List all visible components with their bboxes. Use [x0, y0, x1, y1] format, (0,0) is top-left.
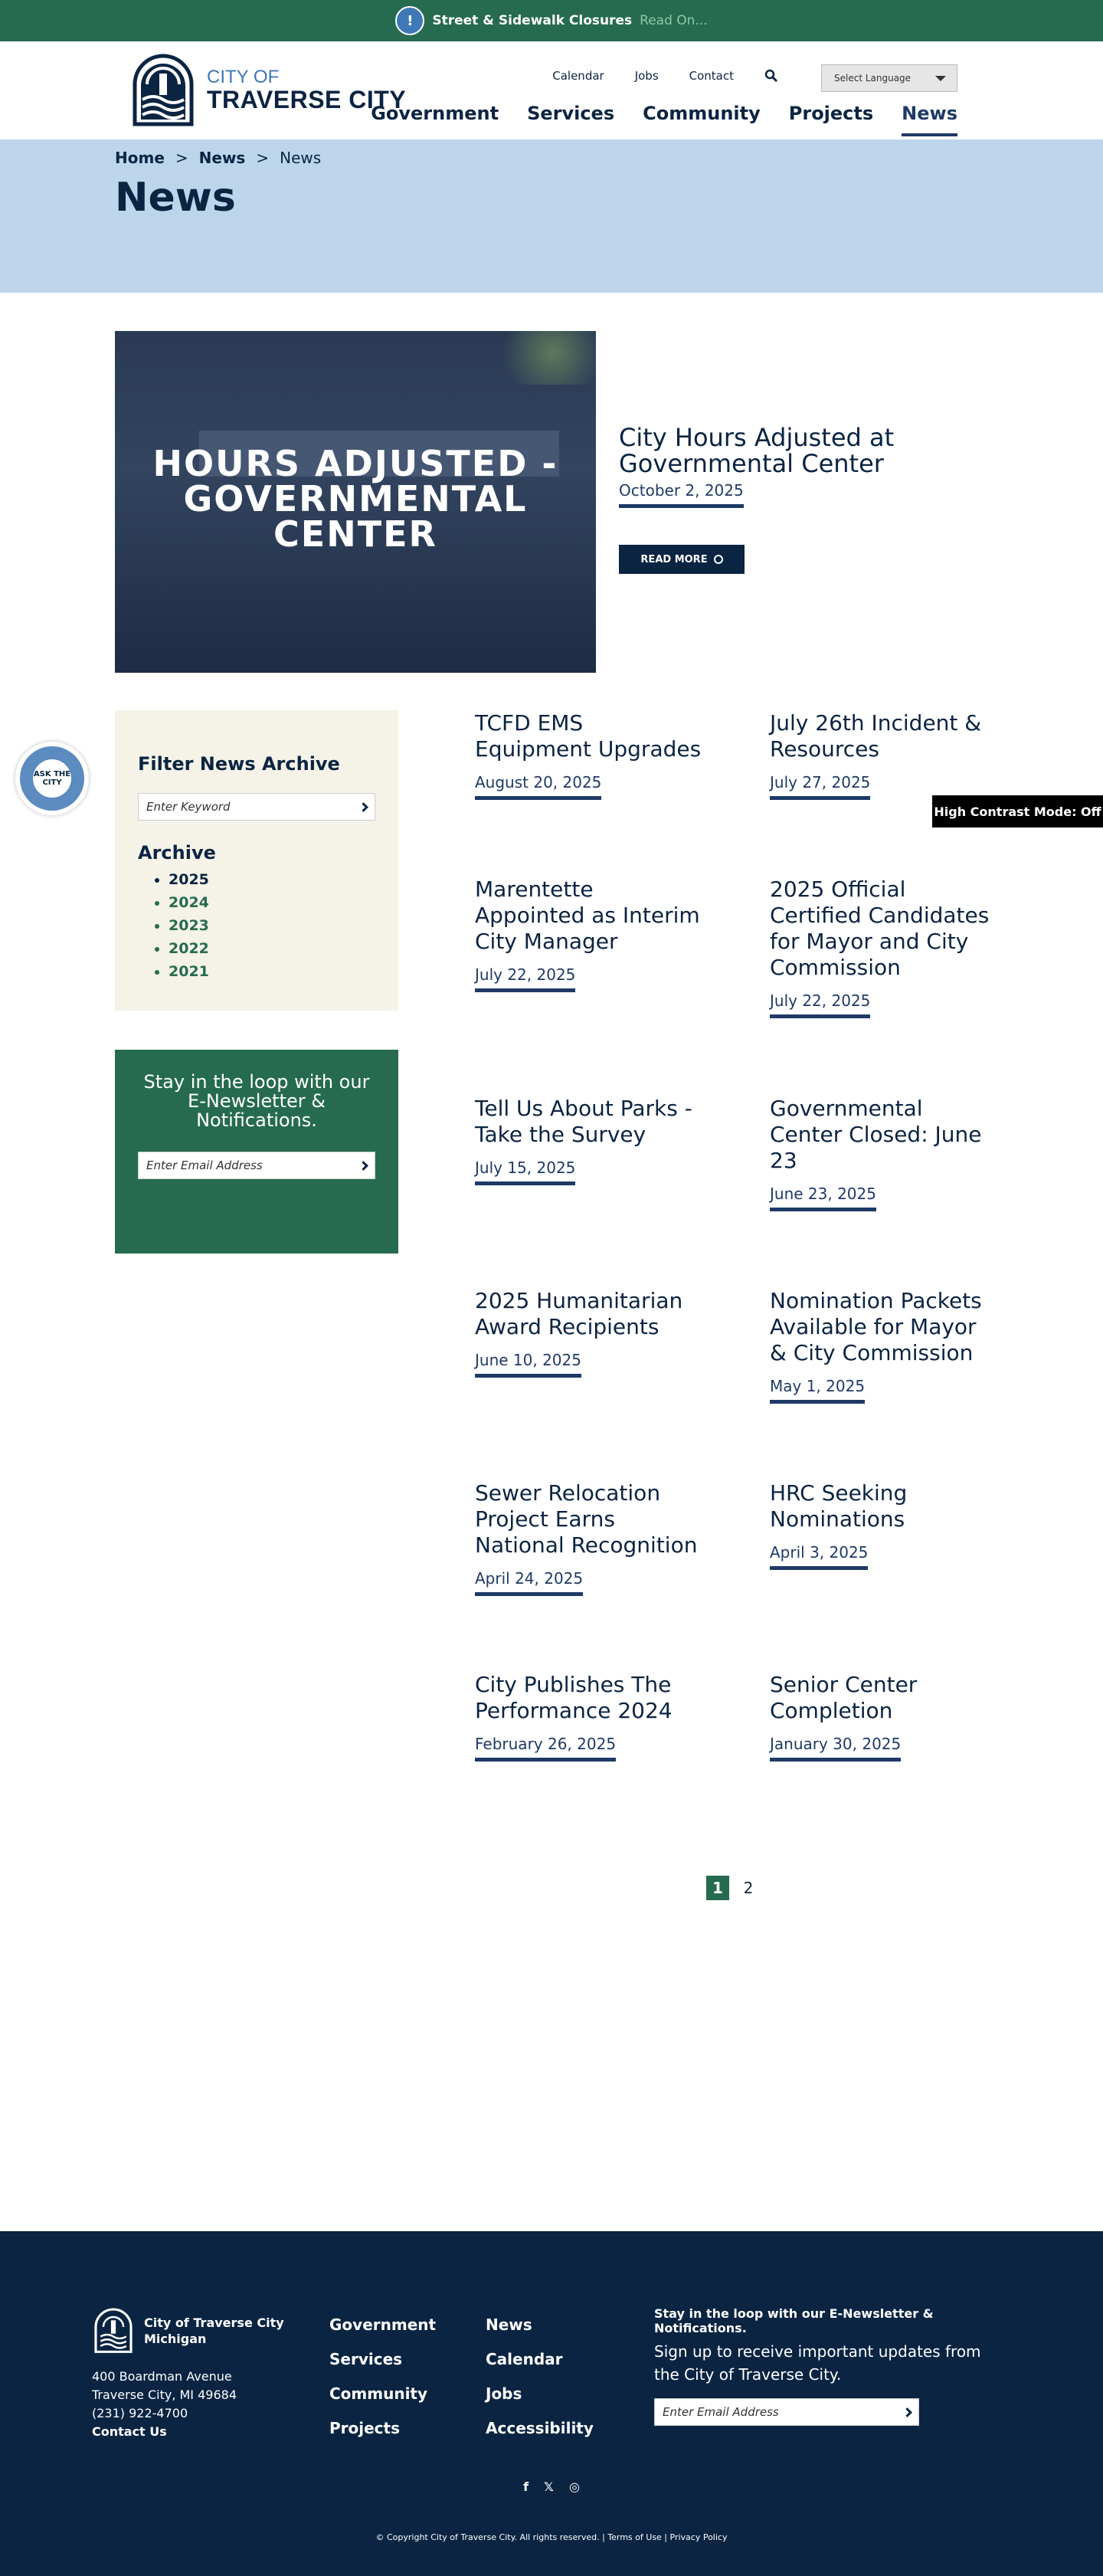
- news-date: July 15, 2025: [475, 1159, 575, 1185]
- news-item: [475, 710, 705, 800]
- news-date: April 3, 2025: [770, 1543, 868, 1570]
- featured-news: [0, 293, 1103, 710]
- news-title[interactable]: July 26th Incident & Resources: [770, 710, 982, 762]
- breadcrumb-news[interactable]: News: [198, 149, 246, 167]
- footer-newsletter-title: Stay in the loop with our E-Newsletter & Notifications.: [654, 2306, 934, 2335]
- footer-link-calendar[interactable]: Calendar: [486, 2350, 563, 2368]
- footer-state: Michigan: [144, 2332, 207, 2346]
- chevron-right-icon[interactable]: [902, 2407, 912, 2417]
- alert-read-on-link[interactable]: Read On...: [640, 13, 708, 28]
- footer-link-news[interactable]: News: [486, 2315, 532, 2334]
- footer-nav-col-1: [329, 2308, 436, 2446]
- email-field[interactable]: [138, 1152, 375, 1179]
- footer-city-name: City of Traverse City: [144, 2315, 284, 2330]
- logo-text-big: TRAVERSE CITY: [207, 86, 407, 113]
- alert-text[interactable]: Street & Sidewalk Closures: [432, 13, 633, 28]
- footer-link-accessibility[interactable]: Accessibility: [486, 2419, 594, 2437]
- chevron-right-icon[interactable]: [358, 802, 368, 812]
- site-logo[interactable]: [129, 54, 406, 127]
- news-date: August 20, 2025: [475, 773, 601, 800]
- featured-info: [619, 424, 941, 574]
- keyword-input[interactable]: [138, 793, 375, 821]
- news-title[interactable]: 2025 Official Certified Candidates for Mayor and City Commission: [770, 877, 990, 980]
- news-date: July 22, 2025: [770, 991, 870, 1018]
- news-date: July 27, 2025: [770, 773, 870, 800]
- news-title[interactable]: Tell Us About Parks - Take the Survey: [475, 1096, 692, 1147]
- social-links: [0, 2479, 1103, 2494]
- news-date: April 24, 2025: [475, 1569, 583, 1596]
- footer-logo[interactable]: [92, 2308, 284, 2354]
- featured-image-tree: [489, 331, 596, 385]
- footer-address-line: 400 Boardman Avenue: [92, 2369, 232, 2384]
- city-logo-icon: [92, 2308, 135, 2354]
- archive-title: Archive: [138, 842, 216, 864]
- newsletter-signup: [115, 1050, 398, 1254]
- news-item: [770, 1096, 1000, 1211]
- logo-text-small: CITY OF: [207, 67, 280, 87]
- facebook-icon[interactable]: f: [523, 2479, 529, 2494]
- featured-title[interactable]: City Hours Adjusted at Governmental Center: [619, 423, 895, 478]
- city-logo-icon: [129, 54, 198, 127]
- page-1-link[interactable]: 1: [706, 1876, 729, 1900]
- nav-projects[interactable]: Projects: [788, 103, 874, 124]
- news-item: [475, 1096, 705, 1185]
- news-title[interactable]: Sewer Relocation Project Earns National Recognition: [475, 1480, 698, 1558]
- filter-title: Filter News Archive: [138, 753, 340, 775]
- nav-news[interactable]: News: [902, 103, 957, 136]
- utility-nav: [552, 69, 778, 83]
- news-date: June 23, 2025: [770, 1185, 876, 1211]
- read-more-button[interactable]: [619, 545, 745, 574]
- footer-link-projects[interactable]: Projects: [329, 2419, 401, 2437]
- nav-government[interactable]: Government: [371, 103, 499, 124]
- footer-address-line: Traverse City, MI 49684: [92, 2388, 237, 2402]
- footer-link-services[interactable]: Services: [329, 2350, 403, 2368]
- featured-image[interactable]: [115, 331, 596, 673]
- util-nav-contact[interactable]: Contact: [689, 69, 734, 83]
- news-item: [770, 1288, 1000, 1404]
- copyright: © Copyright City of Traverse City. All rights reserved. | Terms of Use | Privacy Policy: [375, 2532, 728, 2542]
- news-date: July 22, 2025: [475, 965, 575, 992]
- featured-date: October 2, 2025: [619, 481, 744, 508]
- alert-icon: !: [395, 6, 424, 35]
- news-item: [770, 1480, 1000, 1570]
- news-title[interactable]: HRC Seeking Nominations: [770, 1480, 908, 1532]
- nav-services[interactable]: Services: [527, 103, 615, 124]
- filter-sidebar: [115, 710, 398, 1011]
- news-title[interactable]: Nomination Packets Available for Mayor & City Commission: [770, 1288, 982, 1365]
- site-footer: [0, 2231, 1103, 2576]
- archive-year-2024[interactable]: • 2024: [169, 891, 375, 914]
- news-date: May 1, 2025: [770, 1377, 865, 1404]
- search-icon[interactable]: [764, 69, 778, 83]
- language-select[interactable]: [821, 64, 957, 92]
- instagram-icon[interactable]: ◎: [568, 2479, 580, 2494]
- breadcrumb: [115, 149, 1103, 167]
- footer-phone[interactable]: (231) 922-4700: [92, 2406, 188, 2420]
- site-header: [0, 41, 1103, 139]
- archive-year-2021[interactable]: • 2021: [169, 960, 375, 983]
- main-nav: [371, 103, 957, 136]
- breadcrumb-current: News: [280, 149, 322, 167]
- chevron-down-icon: [935, 76, 946, 81]
- archive-list: [169, 868, 375, 983]
- news-item: [770, 710, 1000, 800]
- footer-newsletter-subtitle: Sign up to receive important updates from the City of Traverse City.: [654, 2342, 981, 2384]
- page-hero: [0, 139, 1103, 293]
- page-title: News: [115, 175, 236, 221]
- email-placeholder: Enter Email Address: [146, 1159, 263, 1172]
- alert-bar: [0, 0, 1103, 41]
- news-title[interactable]: Senior Center Completion: [770, 1672, 918, 1723]
- high-contrast-toggle[interactable]: High Contrast Mode: Off: [932, 795, 1103, 828]
- archive-year-2023[interactable]: • 2023: [169, 914, 375, 937]
- featured-image-text: HOURS ADJUSTED - GOVERNMENTAL CENTER: [152, 443, 558, 555]
- keyword-placeholder: Enter Keyword: [146, 800, 231, 814]
- newsletter-title: Stay in the loop with our E-Newsletter & Notifications.: [143, 1071, 370, 1131]
- page-2-link[interactable]: 2: [743, 1879, 754, 1897]
- news-item: [475, 1288, 705, 1378]
- news-title[interactable]: Marentette Appointed as Interim City Manager: [475, 877, 700, 954]
- news-title[interactable]: City Publishes The Performance 2024: [475, 1672, 673, 1723]
- news-date: February 26, 2025: [475, 1735, 616, 1762]
- news-item: [475, 1480, 705, 1596]
- news-content: [0, 710, 1103, 2231]
- footer-link-jobs[interactable]: Jobs: [486, 2384, 522, 2403]
- x-twitter-icon[interactable]: 𝕏: [544, 2479, 554, 2494]
- breadcrumb-separator: >: [175, 149, 188, 167]
- archive-year-2025[interactable]: • 2025: [169, 868, 375, 891]
- footer-address: [92, 2368, 237, 2441]
- util-nav-jobs[interactable]: Jobs: [634, 69, 659, 83]
- ask-the-city-label: ASK THE CITY: [33, 759, 71, 798]
- language-select-label: Select Language: [834, 73, 912, 84]
- footer-link-government[interactable]: Government: [329, 2315, 437, 2334]
- news-item: [770, 877, 1000, 1018]
- news-item: [475, 877, 705, 992]
- news-item: [475, 1672, 705, 1762]
- breadcrumb-separator: >: [256, 149, 270, 167]
- archive-year-2022[interactable]: • 2022: [169, 937, 375, 960]
- read-more-label: READ MORE: [640, 553, 708, 565]
- breadcrumb-home[interactable]: Home: [115, 149, 165, 167]
- news-title[interactable]: TCFD EMS Equipment Upgrades: [475, 710, 702, 762]
- footer-newsletter: [654, 2306, 991, 2426]
- news-title[interactable]: Governmental Center Closed: June 23: [770, 1096, 982, 1173]
- util-nav-calendar[interactable]: Calendar: [552, 69, 604, 83]
- footer-email-field[interactable]: [654, 2398, 919, 2426]
- circle-arrow-icon: [714, 555, 723, 564]
- chevron-right-icon[interactable]: [358, 1161, 368, 1171]
- pagination: [706, 1876, 760, 1900]
- footer-nav-col-2: [486, 2308, 594, 2446]
- nav-community[interactable]: Community: [643, 103, 761, 124]
- footer-contact-link[interactable]: Contact Us: [92, 2424, 167, 2439]
- news-date: June 10, 2025: [475, 1351, 581, 1378]
- footer-link-community[interactable]: Community: [329, 2384, 428, 2403]
- footer-email-placeholder: Enter Email Address: [663, 2405, 779, 2419]
- news-title[interactable]: 2025 Humanitarian Award Recipients: [475, 1288, 683, 1339]
- news-item: [770, 1672, 1000, 1762]
- news-date: January 30, 2025: [770, 1735, 901, 1762]
